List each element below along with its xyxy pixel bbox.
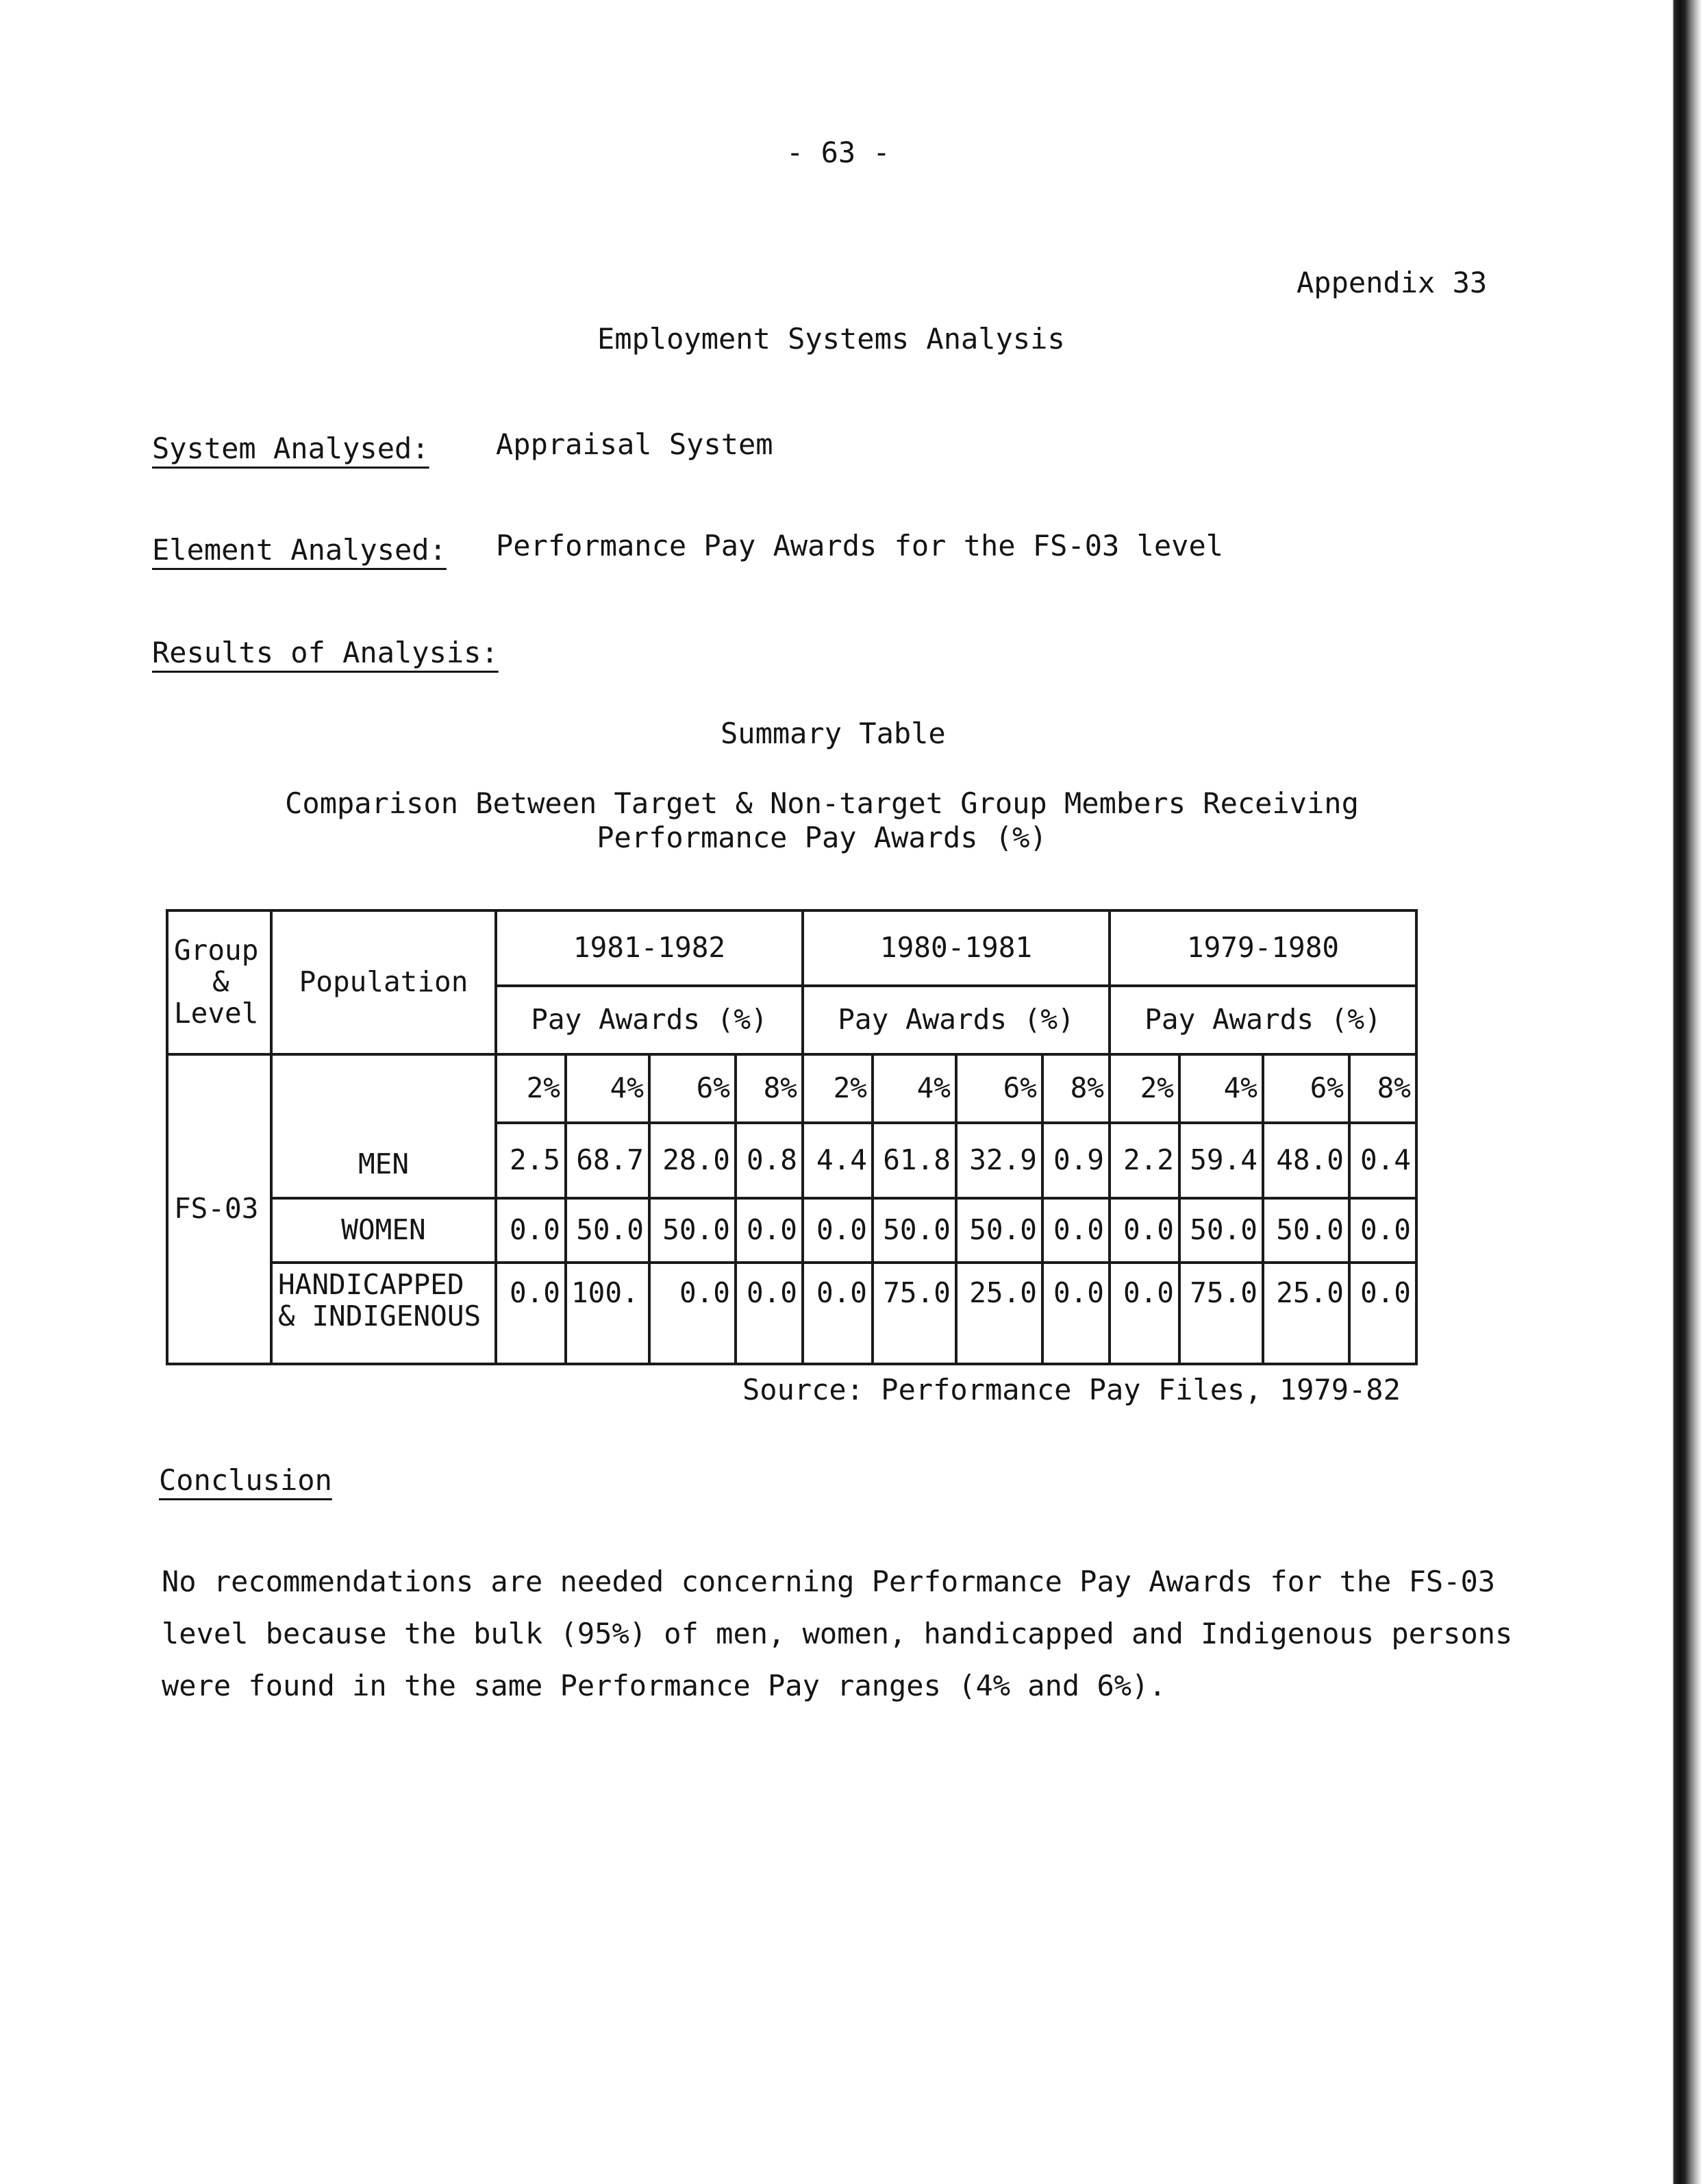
conclusion-line: were found in the same Performance Pay ranges (4% and 6%).: [162, 1669, 1166, 1702]
data-cell-men: 0.4: [1349, 1123, 1416, 1198]
data-cell-women: 0.0: [496, 1198, 566, 1263]
conclusion-line: level because the bulk (95%) of men, women, handicapped and Indigenous persons: [162, 1617, 1513, 1650]
data-cell-handicapped: 0.0: [1349, 1263, 1416, 1364]
data-cell-women: 50.0: [566, 1198, 649, 1263]
data-cell-women: 50.0: [1263, 1198, 1349, 1263]
data-cell-handicapped: 0.0: [736, 1263, 803, 1364]
data-cell-men: 2.2: [1110, 1123, 1179, 1198]
data-cell-men: 48.0: [1263, 1123, 1349, 1198]
data-cell-men: 68.7: [566, 1123, 649, 1198]
document-heading: Employment Systems Analysis: [597, 322, 1065, 356]
pct-header: 2%: [803, 1054, 873, 1123]
data-cell-men: 59.4: [1179, 1123, 1263, 1198]
table-caption-line2: Performance Pay Awards (%): [597, 821, 1047, 854]
system-analysed-label: System Analysed:: [152, 432, 429, 465]
data-cell-women: 0.0: [1349, 1198, 1416, 1263]
pay-awards-header: Pay Awards (%): [1110, 986, 1416, 1054]
conclusion-line: No recommendations are needed concerning Performance Pay Awards for the FS-03: [162, 1565, 1496, 1598]
data-cell-men: 32.9: [956, 1123, 1042, 1198]
population-men: MEN: [271, 1054, 496, 1198]
pct-header: 6%: [956, 1054, 1042, 1123]
data-cell-handicapped: 75.0: [1179, 1263, 1263, 1364]
pct-header: 8%: [736, 1054, 803, 1123]
group-header-line2: &: [212, 965, 229, 999]
table-source: Source: Performance Pay Files, 1979-82: [742, 1373, 1401, 1406]
element-analysed-value: Performance Pay Awards for the FS-03 level: [496, 529, 1224, 562]
data-cell-women: 0.0: [803, 1198, 873, 1263]
data-cell-women: 50.0: [956, 1198, 1042, 1263]
group-header-line3: Level: [174, 996, 259, 1030]
page-scan-edge: [1670, 0, 1702, 2184]
data-cell-women: 0.0: [1110, 1198, 1179, 1263]
data-cell-men: 28.0: [649, 1123, 736, 1198]
pct-header: 4%: [873, 1054, 956, 1123]
population-handicapped-line2: & INDIGENOUS: [278, 1299, 481, 1332]
data-cell-men: 0.9: [1042, 1123, 1110, 1198]
year-header-1981-1982: 1981-1982: [496, 910, 803, 986]
data-cell-handicapped: 0.0: [803, 1263, 873, 1364]
data-cell-women: 50.0: [649, 1198, 736, 1263]
table-title: Summary Table: [721, 717, 946, 750]
data-cell-men: 61.8: [873, 1123, 956, 1198]
table-caption-line1: Comparison Between Target & Non-target Group Members Receiving: [285, 786, 1359, 820]
data-cell-handicapped: 75.0: [873, 1263, 956, 1364]
data-cell-men: 4.4: [803, 1123, 873, 1198]
population-handicapped-line1: HANDICAPPED: [278, 1268, 464, 1301]
pay-awards-header: Pay Awards (%): [803, 986, 1110, 1054]
population-women: WOMEN: [271, 1198, 496, 1263]
pct-header: 8%: [1349, 1054, 1416, 1123]
data-cell-handicapped: 0.0: [1042, 1263, 1110, 1364]
data-cell-women: 50.0: [1179, 1198, 1263, 1263]
data-cell-women: 0.0: [736, 1198, 803, 1263]
data-cell-men: 2.5: [496, 1123, 566, 1198]
group-level-header: [167, 910, 271, 1054]
conclusion-heading: Conclusion: [159, 1463, 332, 1497]
page-number: - 63 -: [786, 136, 890, 169]
system-analysed-value: Appraisal System: [496, 427, 773, 461]
group-header-line1: Group: [174, 934, 259, 967]
pct-header: 8%: [1042, 1054, 1110, 1123]
pct-header: 2%: [1110, 1054, 1179, 1123]
pct-header: 4%: [1179, 1054, 1263, 1123]
data-cell-handicapped: 25.0: [1263, 1263, 1349, 1364]
population-handicapped-indigenous: [271, 1263, 496, 1364]
data-cell-handicapped: 25.0: [956, 1263, 1042, 1364]
pct-header: 4%: [566, 1054, 649, 1123]
element-analysed-label: Element Analysed:: [152, 533, 447, 567]
summary-table: [166, 909, 1418, 1365]
data-cell-women: 0.0: [1042, 1198, 1110, 1263]
data-cell-handicapped: 0.0: [1110, 1263, 1179, 1364]
results-label: Results of Analysis:: [152, 636, 499, 669]
data-cell-handicapped: 100.: [566, 1263, 649, 1364]
year-header-1979-1980: 1979-1980: [1110, 910, 1416, 986]
year-header-1980-1981: 1980-1981: [803, 910, 1110, 986]
data-cell-men: 0.8: [736, 1123, 803, 1198]
pay-awards-header: Pay Awards (%): [496, 986, 803, 1054]
data-cell-handicapped: 0.0: [496, 1263, 566, 1364]
data-cell-handicapped: 0.0: [649, 1263, 736, 1364]
pct-header: 6%: [649, 1054, 736, 1123]
appendix-label: Appendix 33: [1297, 266, 1488, 299]
data-cell-women: 50.0: [873, 1198, 956, 1263]
group-level-cell: FS-03: [167, 1054, 271, 1364]
pct-header: 6%: [1263, 1054, 1349, 1123]
population-header: Population: [271, 910, 496, 1054]
pct-header: 2%: [496, 1054, 566, 1123]
